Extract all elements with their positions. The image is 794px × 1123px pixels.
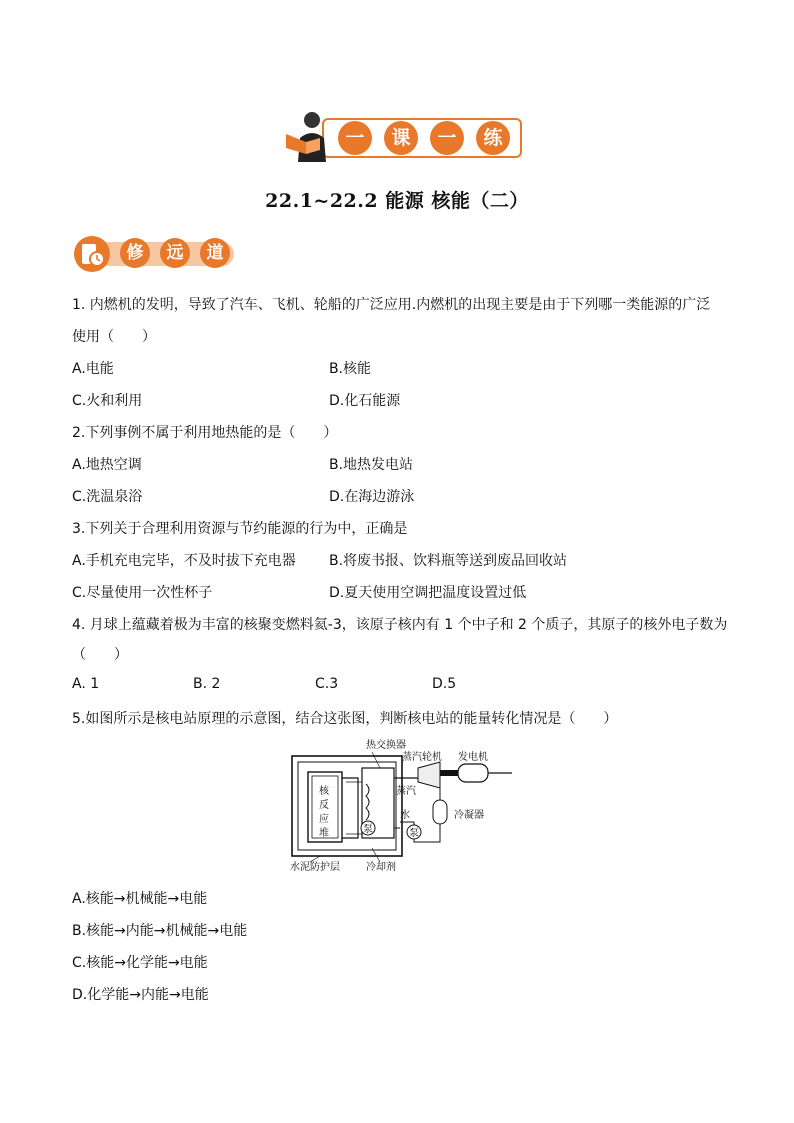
- reading-person-icon: [276, 108, 336, 162]
- q3-stem: 3.下列关于合理利用资源与节约能源的行为中，正确是: [72, 521, 408, 537]
- label-heat-exchanger: 热交换器: [366, 740, 406, 751]
- label-pump-2: 泵: [409, 828, 419, 839]
- label-water: 水: [400, 810, 410, 821]
- label-reactor-2: 反: [319, 800, 329, 811]
- q5-option-b[interactable]: B.核能→内能→机械能→电能: [72, 923, 248, 939]
- q1-option-d[interactable]: D.化石能源: [329, 393, 401, 409]
- q2-option-b[interactable]: B.地热发电站: [329, 457, 414, 473]
- q1-stem-line2: 使用（ ）: [72, 329, 156, 345]
- q4-option-d[interactable]: D.5: [432, 676, 457, 692]
- clock-book-icon: [72, 234, 112, 274]
- q3-option-a[interactable]: A.手机充电完毕，不及时拔下充电器: [72, 553, 296, 569]
- q5-option-c[interactable]: C.核能→化学能→电能: [72, 955, 208, 971]
- q4-stem-line1: 4. 月球上蕴藏着极为丰富的核聚变燃料氦-3，该原子核内有 1 个中子和 2 个质子，其原子的核外电子数为: [72, 617, 728, 633]
- q2-option-a[interactable]: A.地热空调: [72, 457, 142, 473]
- label-reactor-4: 堆: [319, 828, 329, 839]
- label-reactor-1: 核: [319, 786, 329, 797]
- label-shield: 水泥防护层: [290, 862, 340, 873]
- banner-char-4: 练: [476, 121, 510, 155]
- q2-stem: 2.下列事例不属于利用地热能的是（ ）: [72, 425, 338, 441]
- banner-char-2: 课: [384, 121, 418, 155]
- q1-option-a[interactable]: A.电能: [72, 361, 114, 377]
- q3-option-c[interactable]: C.尽量使用一次性杯子: [72, 585, 213, 601]
- banner-char-3: 一: [430, 121, 464, 155]
- q1-option-c[interactable]: C.火和利用: [72, 393, 143, 409]
- q5-option-d[interactable]: D.化学能→内能→电能: [72, 987, 209, 1003]
- q1-stem-line1: 1. 内燃机的发明，导致了汽车、飞机、轮船的广泛应用.内燃机的出现主要是由于下列哪一类能源的广泛: [72, 297, 711, 313]
- nuclear-plant-diagram: [290, 738, 514, 874]
- q4-stem-line2: （ ）: [72, 647, 128, 663]
- q2-option-d[interactable]: D.在海边游泳: [329, 489, 415, 505]
- banner-char-1: 一: [338, 121, 372, 155]
- section-char-2: 远: [160, 238, 190, 268]
- label-pump-1: 泵: [363, 824, 373, 835]
- label-turbine: 蒸汽轮机: [402, 752, 442, 763]
- q3-option-d[interactable]: D.夏天使用空调把温度设置过低: [329, 585, 527, 601]
- label-steam: 蒸汽: [396, 786, 416, 797]
- q3-option-b[interactable]: B.将废书报、饮料瓶等送到废品回收站: [329, 553, 568, 569]
- lesson-banner: [276, 108, 522, 162]
- q5-stem: 5.如图所示是核电站原理的示意图，结合这张图，判断核电站的能量转化情况是（ ）: [72, 711, 618, 727]
- label-reactor-3: 应: [319, 814, 329, 825]
- q4-option-b[interactable]: B. 2: [193, 676, 221, 692]
- label-coolant: 冷却剂: [366, 862, 396, 873]
- q5-option-a[interactable]: A.核能→机械能→电能: [72, 891, 208, 907]
- section-char-1: 修: [120, 238, 150, 268]
- q4-option-a[interactable]: A. 1: [72, 676, 100, 692]
- q2-option-c[interactable]: C.洗温泉浴: [72, 489, 143, 505]
- section-char-3: 道: [200, 238, 230, 268]
- page-title: 22.1~22.2 能源 核能（二）: [265, 190, 529, 212]
- q4-option-c[interactable]: C.3: [315, 676, 339, 692]
- q1-option-b[interactable]: B.核能: [329, 361, 372, 377]
- label-generator: 发电机: [458, 752, 488, 763]
- label-condenser: 冷凝器: [454, 810, 484, 821]
- section-badge: [72, 234, 242, 274]
